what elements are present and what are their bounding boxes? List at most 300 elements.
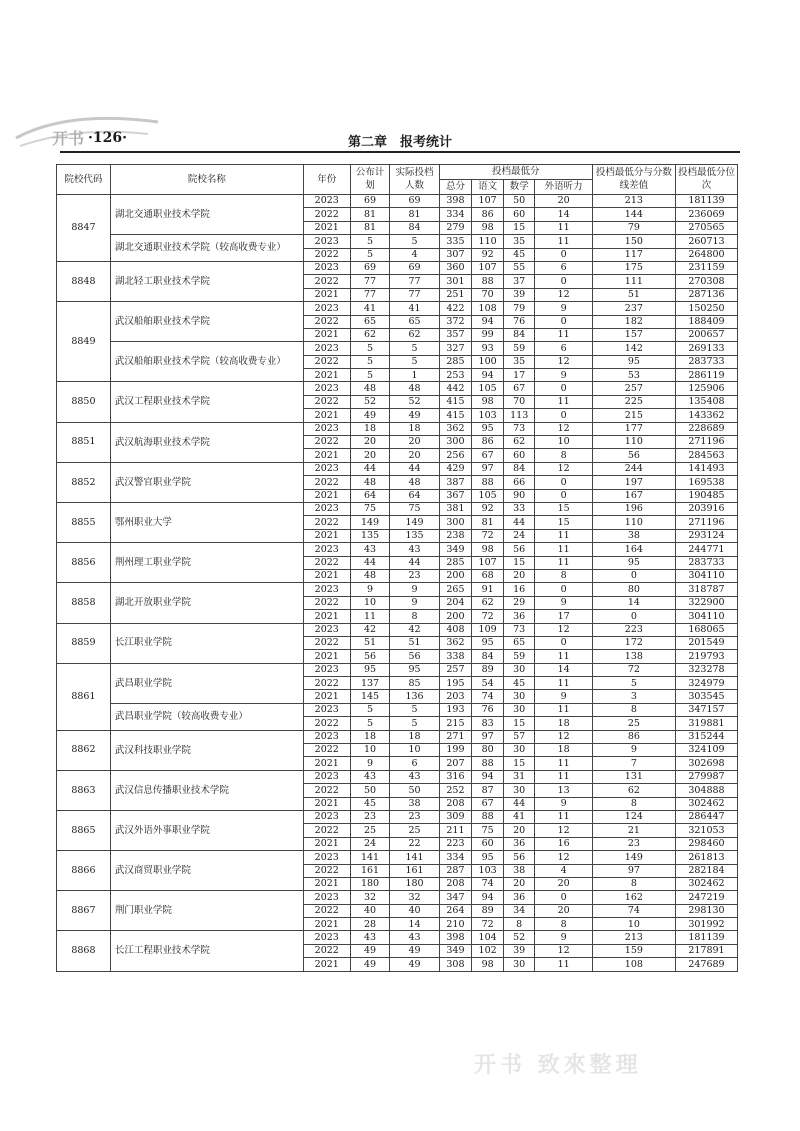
listening-score-cell: 9 <box>535 690 592 703</box>
school-name-cell: 长江工程职业技术学院 <box>110 931 303 971</box>
total-score-cell: 208 <box>439 797 472 810</box>
school-code-cell: 8868 <box>57 931 111 971</box>
enrolled-cell: 4 <box>390 248 439 261</box>
score-line-diff-cell: 25 <box>592 717 675 730</box>
chinese-score-cell: 109 <box>472 623 504 636</box>
math-score-cell: 60 <box>503 208 535 221</box>
score-line-diff-cell: 215 <box>592 409 675 422</box>
enrolled-cell: 22 <box>390 837 439 850</box>
total-score-cell: 251 <box>439 288 472 301</box>
enrolled-cell: 23 <box>390 810 439 823</box>
planned-cell: 49 <box>350 944 390 957</box>
enrolled-cell: 40 <box>390 904 439 917</box>
listening-score-cell: 11 <box>535 556 592 569</box>
listening-score-cell: 9 <box>535 797 592 810</box>
listening-score-cell: 11 <box>535 395 592 408</box>
total-score-cell: 308 <box>439 958 472 971</box>
table-row <box>57 931 738 944</box>
score-line-diff-cell: 95 <box>592 556 675 569</box>
planned-cell: 9 <box>350 583 390 596</box>
math-score-cell: 16 <box>503 583 535 596</box>
year-cell: 2023 <box>303 235 350 248</box>
table-row <box>57 302 738 315</box>
rank-cell: 270565 <box>675 221 737 234</box>
listening-score-cell: 18 <box>535 744 592 757</box>
math-score-cell: 30 <box>503 703 535 716</box>
enrolled-cell: 43 <box>390 770 439 783</box>
score-line-diff-cell: 182 <box>592 315 675 328</box>
chinese-score-cell: 107 <box>472 556 504 569</box>
planned-cell: 28 <box>350 918 390 931</box>
planned-cell: 44 <box>350 462 390 475</box>
listening-score-cell: 0 <box>535 636 592 649</box>
score-line-diff-cell: 10 <box>592 918 675 931</box>
score-line-diff-cell: 62 <box>592 784 675 797</box>
total-score-cell: 271 <box>439 730 472 743</box>
total-score-cell: 408 <box>439 623 472 636</box>
planned-cell: 49 <box>350 958 390 971</box>
math-score-cell: 20 <box>503 824 535 837</box>
math-score-cell: 8 <box>503 918 535 931</box>
year-cell: 2023 <box>303 703 350 716</box>
planned-cell: 18 <box>350 422 390 435</box>
chinese-score-cell: 103 <box>472 409 504 422</box>
school-name-cell: 武汉工程职业技术学院 <box>110 382 303 422</box>
total-score-cell: 338 <box>439 650 472 663</box>
school-code-cell: 8858 <box>57 583 111 623</box>
school-name-cell: 湖北交通职业技术学院（较高收费专业） <box>110 235 303 262</box>
score-line-diff-cell: 150 <box>592 235 675 248</box>
total-score-cell: 256 <box>439 449 472 462</box>
total-score-cell: 200 <box>439 569 472 582</box>
listening-score-cell: 11 <box>535 328 592 341</box>
year-cell: 2022 <box>303 824 350 837</box>
chinese-score-cell: 67 <box>472 797 504 810</box>
planned-cell: 43 <box>350 770 390 783</box>
planned-cell: 5 <box>350 355 390 368</box>
total-score-cell: 287 <box>439 864 472 877</box>
year-cell: 2022 <box>303 717 350 730</box>
score-line-diff-cell: 108 <box>592 958 675 971</box>
chinese-score-cell: 80 <box>472 744 504 757</box>
math-score-cell: 33 <box>503 502 535 515</box>
rank-cell: 228689 <box>675 422 737 435</box>
total-score-cell: 300 <box>439 436 472 449</box>
planned-cell: 5 <box>350 703 390 716</box>
listening-score-cell: 12 <box>535 824 592 837</box>
total-score-cell: 264 <box>439 904 472 917</box>
rank-cell: 260713 <box>675 235 737 248</box>
enrolled-cell: 5 <box>390 355 439 368</box>
math-score-cell: 29 <box>503 596 535 609</box>
planned-cell: 11 <box>350 610 390 623</box>
math-score-cell: 39 <box>503 944 535 957</box>
year-cell: 2022 <box>303 864 350 877</box>
table-body <box>57 195 738 972</box>
planned-cell: 51 <box>350 636 390 649</box>
header-rule <box>60 151 740 153</box>
math-score-cell: 30 <box>503 690 535 703</box>
listening-score-cell: 11 <box>535 650 592 663</box>
enrolled-cell: 65 <box>390 315 439 328</box>
school-code-cell: 8849 <box>57 302 111 382</box>
enrolled-cell: 18 <box>390 422 439 435</box>
planned-cell: 5 <box>350 248 390 261</box>
enrolled-cell: 49 <box>390 944 439 957</box>
planned-cell: 75 <box>350 502 390 515</box>
school-code-cell: 8848 <box>57 261 111 301</box>
score-line-diff-cell: 3 <box>592 690 675 703</box>
year-cell: 2023 <box>303 931 350 944</box>
listening-score-cell: 13 <box>535 784 592 797</box>
total-score-cell: 334 <box>439 208 472 221</box>
total-score-cell: 207 <box>439 757 472 770</box>
total-score-cell: 223 <box>439 837 472 850</box>
math-score-cell: 31 <box>503 770 535 783</box>
score-line-diff-cell: 7 <box>592 757 675 770</box>
listening-score-cell: 0 <box>535 891 592 904</box>
math-score-cell: 36 <box>503 837 535 850</box>
total-score-cell: 398 <box>439 195 472 208</box>
enrolled-cell: 48 <box>390 476 439 489</box>
year-cell: 2021 <box>303 409 350 422</box>
school-code-cell: 8859 <box>57 623 111 663</box>
chinese-score-cell: 92 <box>472 502 504 515</box>
chinese-score-cell: 95 <box>472 636 504 649</box>
score-line-diff-cell: 0 <box>592 610 675 623</box>
year-cell: 2022 <box>303 395 350 408</box>
score-line-diff-cell: 110 <box>592 516 675 529</box>
chinese-score-cell: 94 <box>472 891 504 904</box>
planned-cell: 62 <box>350 328 390 341</box>
year-cell: 2022 <box>303 904 350 917</box>
score-line-diff-cell: 197 <box>592 476 675 489</box>
listening-score-cell: 17 <box>535 610 592 623</box>
header-planned: 公布计划 <box>350 165 390 195</box>
school-name-cell: 荆门职业学院 <box>110 891 303 931</box>
enrolled-cell: 42 <box>390 623 439 636</box>
rank-cell: 269133 <box>675 342 737 355</box>
chinese-score-cell: 93 <box>472 342 504 355</box>
rank-cell: 347157 <box>675 703 737 716</box>
enrolled-cell: 9 <box>390 596 439 609</box>
school-name-cell: 武昌职业学院（较高收费专业） <box>110 703 303 730</box>
year-cell: 2021 <box>303 529 350 542</box>
listening-score-cell: 6 <box>535 261 592 274</box>
rank-cell: 323278 <box>675 663 737 676</box>
enrolled-cell: 32 <box>390 891 439 904</box>
year-cell: 2021 <box>303 221 350 234</box>
math-score-cell: 30 <box>503 958 535 971</box>
planned-cell: 44 <box>350 556 390 569</box>
rank-cell: 283733 <box>675 556 737 569</box>
math-score-cell: 15 <box>503 717 535 730</box>
score-line-diff-cell: 9 <box>592 744 675 757</box>
year-cell: 2023 <box>303 770 350 783</box>
math-score-cell: 56 <box>503 851 535 864</box>
listening-score-cell: 0 <box>535 409 592 422</box>
rank-cell: 322900 <box>675 596 737 609</box>
year-cell: 2023 <box>303 623 350 636</box>
enrolled-cell: 14 <box>390 918 439 931</box>
enrolled-cell: 44 <box>390 462 439 475</box>
school-name-cell: 湖北开放职业学院 <box>110 583 303 623</box>
school-code-cell: 8867 <box>57 891 111 931</box>
planned-cell: 10 <box>350 596 390 609</box>
page-header <box>60 130 740 150</box>
school-name-cell: 武汉科技职业学院 <box>110 730 303 770</box>
school-name-cell: 湖北轻工职业技术学院 <box>110 261 303 301</box>
rank-cell: 264800 <box>675 248 737 261</box>
listening-score-cell: 12 <box>535 462 592 475</box>
score-line-diff-cell: 172 <box>592 636 675 649</box>
school-name-cell: 武汉信息传播职业技术学院 <box>110 770 303 810</box>
school-code-cell: 8855 <box>57 502 111 542</box>
chinese-score-cell: 108 <box>472 302 504 315</box>
score-line-diff-cell: 244 <box>592 462 675 475</box>
year-cell: 2023 <box>303 730 350 743</box>
planned-cell: 65 <box>350 315 390 328</box>
score-line-diff-cell: 144 <box>592 208 675 221</box>
total-score-cell: 442 <box>439 382 472 395</box>
header-name: 院校名称 <box>110 165 303 195</box>
table-row <box>57 462 738 475</box>
score-line-diff-cell: 167 <box>592 489 675 502</box>
listening-score-cell: 12 <box>535 355 592 368</box>
chinese-score-cell: 94 <box>472 315 504 328</box>
total-score-cell: 415 <box>439 395 472 408</box>
total-score-cell: 429 <box>439 462 472 475</box>
chinese-score-cell: 89 <box>472 663 504 676</box>
chinese-score-cell: 98 <box>472 395 504 408</box>
listening-score-cell: 6 <box>535 342 592 355</box>
enrolled-cell: 51 <box>390 636 439 649</box>
total-score-cell: 360 <box>439 261 472 274</box>
planned-cell: 48 <box>350 382 390 395</box>
school-code-cell: 8861 <box>57 663 111 730</box>
rank-cell: 282184 <box>675 864 737 877</box>
year-cell: 2022 <box>303 677 350 690</box>
listening-score-cell: 20 <box>535 877 592 890</box>
rank-cell: 304110 <box>675 569 737 582</box>
math-score-cell: 90 <box>503 489 535 502</box>
score-line-diff-cell: 213 <box>592 931 675 944</box>
rank-cell: 318787 <box>675 583 737 596</box>
planned-cell: 23 <box>350 810 390 823</box>
math-score-cell: 59 <box>503 650 535 663</box>
enrolled-cell: 5 <box>390 717 439 730</box>
chinese-score-cell: 91 <box>472 583 504 596</box>
math-score-cell: 70 <box>503 395 535 408</box>
score-line-diff-cell: 110 <box>592 436 675 449</box>
chinese-score-cell: 68 <box>472 569 504 582</box>
chinese-score-cell: 98 <box>472 958 504 971</box>
year-cell: 2021 <box>303 837 350 850</box>
year-cell: 2022 <box>303 636 350 649</box>
chinese-score-cell: 105 <box>472 382 504 395</box>
planned-cell: 81 <box>350 221 390 234</box>
listening-score-cell: 9 <box>535 302 592 315</box>
header-chinese: 语文 <box>472 180 504 195</box>
school-code-cell: 8847 <box>57 195 111 262</box>
enrolled-cell: 10 <box>390 744 439 757</box>
total-score-cell: 422 <box>439 302 472 315</box>
math-score-cell: 76 <box>503 315 535 328</box>
table-row <box>57 891 738 904</box>
school-name-cell: 武汉警官职业学院 <box>110 462 303 502</box>
math-score-cell: 15 <box>503 556 535 569</box>
total-score-cell: 398 <box>439 931 472 944</box>
year-cell: 2021 <box>303 369 350 382</box>
chinese-score-cell: 54 <box>472 677 504 690</box>
score-line-diff-cell: 213 <box>592 195 675 208</box>
watermark-text: 开书 致來整理 <box>474 1052 642 1078</box>
table-row <box>57 235 738 248</box>
enrolled-cell: 5 <box>390 342 439 355</box>
enrolled-cell: 56 <box>390 650 439 663</box>
chinese-score-cell: 98 <box>472 221 504 234</box>
enrolled-cell: 20 <box>390 436 439 449</box>
listening-score-cell: 9 <box>535 369 592 382</box>
total-score-cell: 349 <box>439 944 472 957</box>
score-line-diff-cell: 38 <box>592 529 675 542</box>
chinese-score-cell: 102 <box>472 944 504 957</box>
planned-cell: 5 <box>350 342 390 355</box>
listening-score-cell: 16 <box>535 837 592 850</box>
enrolled-cell: 48 <box>390 382 439 395</box>
school-name-cell: 荆州理工职业学院 <box>110 543 303 583</box>
math-score-cell: 39 <box>503 288 535 301</box>
chinese-score-cell: 86 <box>472 436 504 449</box>
math-score-cell: 35 <box>503 355 535 368</box>
year-cell: 2021 <box>303 328 350 341</box>
chinese-score-cell: 88 <box>472 757 504 770</box>
total-score-cell: 285 <box>439 556 472 569</box>
table-row <box>57 502 738 515</box>
rank-cell: 304110 <box>675 610 737 623</box>
total-score-cell: 252 <box>439 784 472 797</box>
listening-score-cell: 8 <box>535 918 592 931</box>
score-line-diff-cell: 177 <box>592 422 675 435</box>
listening-score-cell: 8 <box>535 449 592 462</box>
planned-cell: 149 <box>350 516 390 529</box>
rank-cell: 217891 <box>675 944 737 957</box>
chinese-score-cell: 81 <box>472 516 504 529</box>
chinese-score-cell: 103 <box>472 864 504 877</box>
planned-cell: 69 <box>350 261 390 274</box>
listening-score-cell: 11 <box>535 543 592 556</box>
rank-cell: 200657 <box>675 328 737 341</box>
school-name-cell: 鄂州职业大学 <box>110 502 303 542</box>
math-score-cell: 73 <box>503 422 535 435</box>
enrolled-cell: 161 <box>390 864 439 877</box>
math-score-cell: 84 <box>503 462 535 475</box>
chinese-score-cell: 99 <box>472 328 504 341</box>
table-row <box>57 810 738 823</box>
planned-cell: 20 <box>350 449 390 462</box>
enrolled-cell: 5 <box>390 235 439 248</box>
year-cell: 2022 <box>303 596 350 609</box>
math-score-cell: 15 <box>503 221 535 234</box>
chinese-score-cell: 98 <box>472 543 504 556</box>
school-name-cell: 武汉航海职业技术学院 <box>110 422 303 462</box>
listening-score-cell: 14 <box>535 663 592 676</box>
score-line-diff-cell: 8 <box>592 703 675 716</box>
score-line-diff-cell: 124 <box>592 810 675 823</box>
listening-score-cell: 12 <box>535 422 592 435</box>
total-score-cell: 210 <box>439 918 472 931</box>
score-line-diff-cell: 237 <box>592 302 675 315</box>
total-score-cell: 200 <box>439 610 472 623</box>
rank-cell: 143362 <box>675 409 737 422</box>
rank-cell: 319881 <box>675 717 737 730</box>
listening-score-cell: 11 <box>535 529 592 542</box>
enrolled-cell: 149 <box>390 516 439 529</box>
table-row <box>57 851 738 864</box>
chinese-score-cell: 94 <box>472 770 504 783</box>
enrolled-cell: 1 <box>390 369 439 382</box>
school-code-cell: 8863 <box>57 770 111 810</box>
year-cell: 2021 <box>303 650 350 663</box>
header-math: 数学 <box>503 180 535 195</box>
total-score-cell: 335 <box>439 235 472 248</box>
listening-score-cell: 10 <box>535 436 592 449</box>
listening-score-cell: 0 <box>535 489 592 502</box>
year-cell: 2021 <box>303 569 350 582</box>
year-cell: 2021 <box>303 610 350 623</box>
listening-score-cell: 9 <box>535 931 592 944</box>
math-score-cell: 113 <box>503 409 535 422</box>
year-cell: 2022 <box>303 556 350 569</box>
enrolled-cell: 77 <box>390 288 439 301</box>
header-rank: 投档最低分位次 <box>675 165 737 195</box>
year-cell: 2021 <box>303 288 350 301</box>
header-min-score-group: 投档最低分 <box>439 165 592 180</box>
math-score-cell: 45 <box>503 677 535 690</box>
rank-cell: 304888 <box>675 784 737 797</box>
planned-cell: 50 <box>350 784 390 797</box>
school-name-cell: 武汉船舶职业技术学院（较高收费专业） <box>110 342 303 382</box>
total-score-cell: 238 <box>439 529 472 542</box>
total-score-cell: 381 <box>439 502 472 515</box>
enrolled-cell: 43 <box>390 543 439 556</box>
chinese-score-cell: 105 <box>472 489 504 502</box>
rank-cell: 271196 <box>675 516 737 529</box>
year-cell: 2021 <box>303 918 350 931</box>
listening-score-cell: 11 <box>535 677 592 690</box>
enrolled-cell: 64 <box>390 489 439 502</box>
total-score-cell: 300 <box>439 516 472 529</box>
rank-cell: 169538 <box>675 476 737 489</box>
total-score-cell: 285 <box>439 355 472 368</box>
rank-cell: 201549 <box>675 636 737 649</box>
rank-cell: 261813 <box>675 851 737 864</box>
rank-cell: 190485 <box>675 489 737 502</box>
chinese-score-cell: 95 <box>472 851 504 864</box>
planned-cell: 18 <box>350 730 390 743</box>
year-cell: 2023 <box>303 502 350 515</box>
planned-cell: 48 <box>350 476 390 489</box>
listening-score-cell: 11 <box>535 770 592 783</box>
enrolled-cell: 62 <box>390 328 439 341</box>
enrolled-cell: 84 <box>390 221 439 234</box>
listening-score-cell: 12 <box>535 623 592 636</box>
score-line-diff-cell: 74 <box>592 904 675 917</box>
listening-score-cell: 14 <box>535 208 592 221</box>
listening-score-cell: 20 <box>535 195 592 208</box>
score-line-diff-cell: 51 <box>592 288 675 301</box>
enrolled-cell: 25 <box>390 824 439 837</box>
